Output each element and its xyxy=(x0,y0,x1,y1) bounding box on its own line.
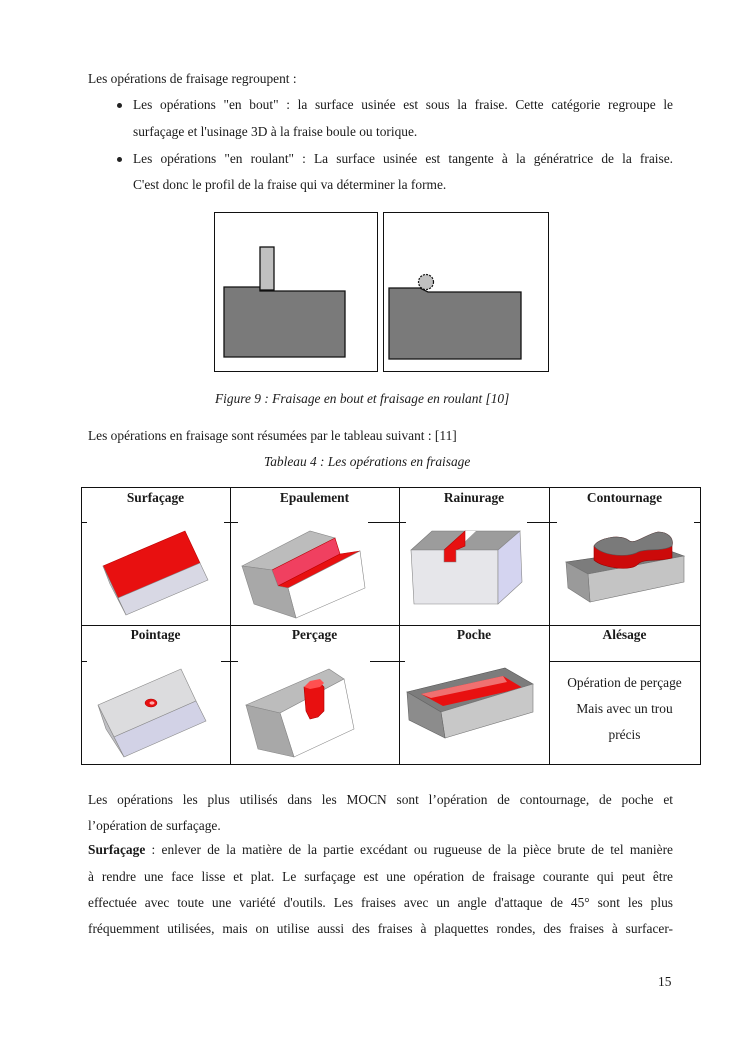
end-mill-tool xyxy=(260,247,274,290)
partial-divider xyxy=(368,522,406,523)
header-epaulement: Epaulement xyxy=(279,490,350,505)
partial-divider xyxy=(81,661,87,662)
table-border-left xyxy=(81,487,82,765)
partial-divider xyxy=(549,661,701,662)
header-contournage: Contournage xyxy=(586,490,663,505)
figure-panel-en-bout xyxy=(214,212,378,372)
peripheral-milling-diagram xyxy=(384,213,548,371)
paragraph-2-line-3: effectuée avec toute une variété d'outils. Les fraises avec un angle d'attaque de 45° sont les plus xyxy=(88,895,673,910)
contournage-illustration xyxy=(562,528,690,608)
alesage-description xyxy=(549,670,700,748)
partial-divider xyxy=(81,522,87,523)
partial-divider xyxy=(694,522,701,523)
workpiece-shape xyxy=(224,287,345,357)
page-number: 15 xyxy=(658,974,672,989)
poche-illustration xyxy=(405,666,535,746)
partial-divider xyxy=(370,661,405,662)
paragraph-2-line-2: à rendre une face lisse et plat. Le surfaçage est une opération de fraisage courante qui peut être xyxy=(88,869,673,884)
bullet-dot xyxy=(117,103,122,108)
surfacage-illustration xyxy=(100,528,212,620)
table-border-bottom xyxy=(81,764,701,765)
bullet-1-line-1: Les opérations "en bout" : la surface usinée est sous la fraise. Cette catégorie regroupe le xyxy=(133,97,673,112)
header-surfacage: Surfaçage xyxy=(126,490,185,505)
workpiece-shape xyxy=(389,288,521,359)
table-border-right xyxy=(700,487,701,765)
header-rainurage: Rainurage xyxy=(443,490,505,505)
bullet-1-line-2: surfaçage et l'usinage 3D à la fraise boule ou torique. xyxy=(133,124,418,139)
partial-divider xyxy=(224,522,238,523)
bullet-2-line-2: C'est donc le profil de la fraise qui va déterminer la forme. xyxy=(133,177,447,192)
end-milling-diagram xyxy=(215,213,377,371)
pointage-illustration xyxy=(96,665,214,759)
intro-text: Les opérations de fraisage regroupent : xyxy=(88,71,297,86)
partial-divider xyxy=(221,661,238,662)
table-col-divider xyxy=(230,487,231,765)
figure-panel-en-roulant xyxy=(383,212,549,372)
paragraph-2-line-1 xyxy=(88,842,673,858)
epaulement-illustration xyxy=(240,528,370,620)
paragraph-1-line-2: l’opération de surfaçage. xyxy=(88,818,221,833)
table-border-top xyxy=(81,487,701,488)
alesage-line-2: Mais avec un trou xyxy=(576,701,673,716)
header-alesage: Alésage xyxy=(602,627,647,642)
alesage-line-3: précis xyxy=(608,727,641,742)
alesage-line-1: Opération de perçage xyxy=(567,675,682,690)
rainurage-illustration xyxy=(408,528,526,606)
paragraph-2-line-4: fréquemment utilisées, mais on utilise aussi des fraises à plaquettes rondes, des fraises à surfacer- xyxy=(88,921,673,936)
table-col-divider xyxy=(399,487,400,765)
paragraph-1-line-1: Les opérations les plus utilisés dans les MOCN sont l’opération de contournage, de poche et xyxy=(88,792,673,807)
table-intro-text: Les opérations en fraisage sont résumées par le tableau suivant : [11] xyxy=(88,428,457,443)
paragraph-2-line-1-rest: : enlever de la matière de la partie excédant ou rugueuse de la pièce brute de tel manière xyxy=(145,842,673,857)
partial-divider xyxy=(527,522,557,523)
table-caption: Tableau 4 : Les opérations en fraisage xyxy=(264,454,471,469)
figure-caption: Figure 9 : Fraisage en bout et fraisage en roulant [10] xyxy=(215,391,510,406)
percage-illustration xyxy=(244,665,362,759)
header-pointage: Pointage xyxy=(130,627,181,642)
bullet-2-line-1: Les opérations "en roulant" : La surface usinée est tangente à la génératrice de la fraise. xyxy=(133,151,673,166)
bullet-dot xyxy=(117,157,122,162)
surfacage-term: Surfaçage xyxy=(88,842,146,857)
header-poche: Poche xyxy=(456,627,492,642)
rolling-mill-tool xyxy=(419,275,434,290)
header-percage: Perçage xyxy=(291,627,338,642)
table-row-divider xyxy=(81,625,701,626)
